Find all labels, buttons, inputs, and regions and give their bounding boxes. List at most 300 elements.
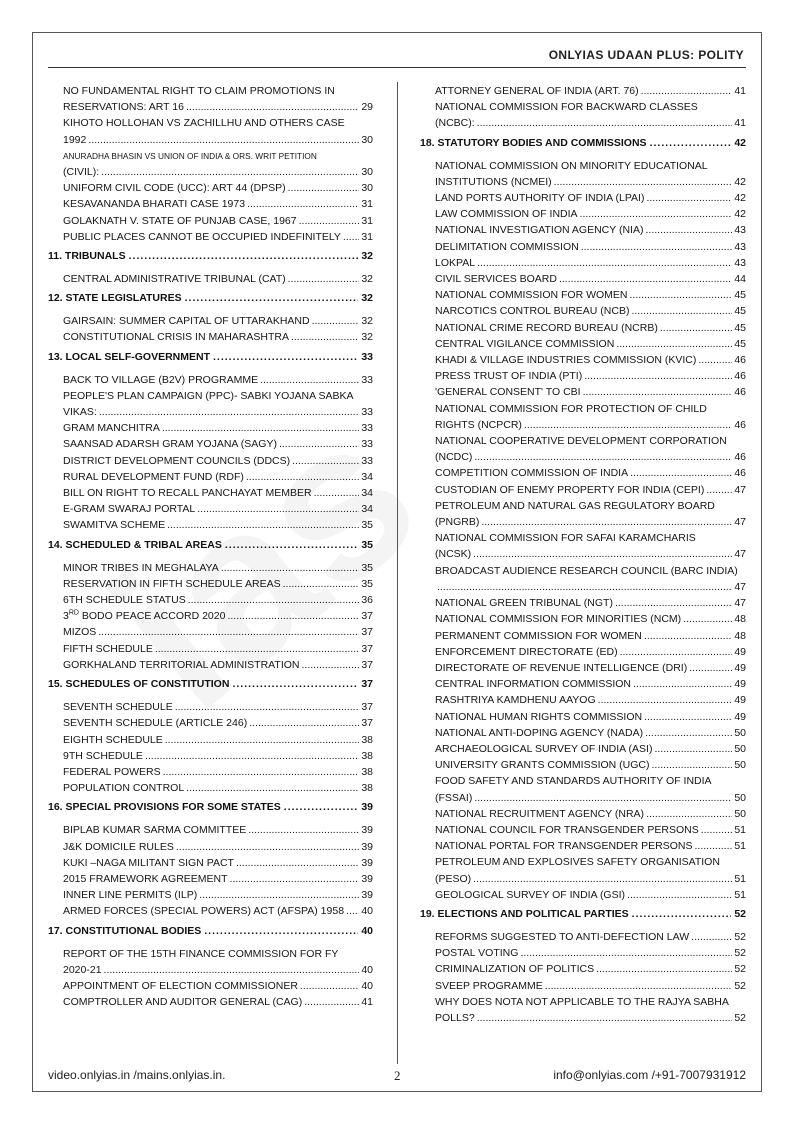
toc-entry-title: CIVIL SERVICES BOARD xyxy=(435,273,557,286)
toc-page-number: 38 xyxy=(361,733,373,746)
toc-page-number: 46 xyxy=(734,467,746,480)
dot-leader xyxy=(260,372,359,388)
toc-page-number: 45 xyxy=(734,305,746,318)
dot-leader xyxy=(232,676,358,692)
toc-entry-title: PETROLEUM AND NATURAL GAS REGULATORY BOARD xyxy=(435,499,715,512)
dot-leader xyxy=(695,838,733,854)
toc-entry-title: INSTITUTIONS (NCMEI) xyxy=(435,175,552,188)
toc-entry[interactable] xyxy=(420,838,746,854)
toc-entry[interactable] xyxy=(420,871,746,887)
toc-entry-title: CUSTODIAN OF ENEMY PROPERTY FOR INDIA (CEPI) xyxy=(435,483,705,496)
toc-entry[interactable] xyxy=(420,465,746,481)
toc-entry[interactable] xyxy=(48,132,373,148)
toc-page-number: 39 xyxy=(361,840,373,853)
column-divider xyxy=(397,82,398,1064)
toc-entry-title: CENTRAL INFORMATION COMMISSION xyxy=(435,678,632,691)
footer-links[interactable]: video.onlyias.in /mains.onlyias.in. xyxy=(48,1068,226,1082)
toc-page-number: 50 xyxy=(734,759,746,772)
toc-entry[interactable] xyxy=(420,725,746,741)
section-title: 14. SCHEDULED & TRIBAL AREAS xyxy=(48,538,222,551)
toc-section-heading[interactable] xyxy=(48,346,373,372)
toc-entry[interactable] xyxy=(48,855,373,871)
toc-page-number: 35 xyxy=(361,577,373,590)
toc-page-number: 43 xyxy=(734,224,746,237)
dot-leader xyxy=(645,725,732,741)
toc-entry[interactable] xyxy=(420,352,746,368)
toc-section-heading[interactable] xyxy=(420,903,746,929)
toc-entry-title: ENFORCEMENT DIRECTORATE (ED) xyxy=(435,645,618,658)
toc-entry-title: CENTRAL VIGILANCE COMMISSION xyxy=(435,337,615,350)
toc-page-number: 52 xyxy=(734,963,746,976)
toc-entry-title: BILL ON RIGHT TO RECALL PANCHAYAT MEMBER xyxy=(63,487,312,500)
toc-entry-title: FEDERAL POWERS xyxy=(63,765,161,778)
dot-leader xyxy=(248,822,359,838)
toc-entry[interactable] xyxy=(420,417,746,433)
toc-entry-title: RASHTRIYA KAMDHENU AAYOG xyxy=(435,694,596,707)
toc-entry[interactable] xyxy=(420,222,746,238)
toc-entry[interactable] xyxy=(48,699,373,715)
toc-section-heading[interactable] xyxy=(48,796,373,822)
toc-entry-title: MIZOS xyxy=(63,626,97,639)
dot-leader xyxy=(204,923,358,939)
toc-entry[interactable] xyxy=(48,99,373,115)
toc-page-number: 37 xyxy=(361,642,373,655)
toc-entry[interactable] xyxy=(420,579,746,595)
toc-page-number: 51 xyxy=(734,840,746,853)
toc-entry[interactable] xyxy=(48,313,373,329)
toc-page-number: 33 xyxy=(361,406,373,419)
toc-page-number: 38 xyxy=(361,765,373,778)
dot-leader xyxy=(175,699,360,715)
footer-contact[interactable]: info@onlyias.com /+91-7007931912 xyxy=(553,1068,746,1082)
toc-entry-title: BROADCAST AUDIENCE RESEARCH COUNCIL (BARC INDIA) xyxy=(435,564,738,577)
dot-leader xyxy=(304,994,359,1010)
toc-entry[interactable] xyxy=(420,303,746,319)
toc-entry[interactable] xyxy=(420,887,746,903)
toc-entry-title: NATIONAL INVESTIGATION AGENCY (NIA) xyxy=(435,224,644,237)
toc-entry-title: (PNGRB) xyxy=(435,516,480,529)
toc-entry[interactable] xyxy=(48,164,373,180)
toc-entry[interactable] xyxy=(48,517,373,533)
toc-entry-title: WHY DOES NOTA NOT APPLICABLE TO THE RAJYA SABHA xyxy=(435,995,729,1008)
toc-entry-title: DISTRICT DEVELOPMENT COUNCILS (DDCS) xyxy=(63,454,291,467)
dot-leader xyxy=(227,608,359,624)
toc-page-number: 39 xyxy=(361,889,373,902)
toc-entry[interactable] xyxy=(420,83,746,99)
toc-entry[interactable] xyxy=(48,962,373,978)
toc-page-number: 29 xyxy=(361,101,373,114)
toc-page-number: 37 xyxy=(361,701,373,714)
dot-leader xyxy=(683,611,732,627)
toc-entry-title: NARCOTICS CONTROL BUREAU (NCB) xyxy=(435,305,630,318)
dot-leader xyxy=(652,757,733,773)
toc-entry[interactable] xyxy=(420,336,746,352)
toc-entry[interactable] xyxy=(48,576,373,592)
dot-leader xyxy=(167,517,359,533)
toc-entry[interactable] xyxy=(48,608,373,624)
toc-entry-title: NATIONAL COUNCIL FOR TRANSGENDER PERSONS xyxy=(435,823,699,836)
toc-entry-title: NATIONAL COMMISSION FOR MINORITIES (NCM) xyxy=(435,613,682,626)
toc-entry[interactable] xyxy=(420,790,746,806)
toc-page-number: 42 xyxy=(734,175,746,188)
toc-entry[interactable] xyxy=(420,660,746,676)
toc-page-number: 39 xyxy=(361,824,373,837)
dot-leader xyxy=(631,303,732,319)
toc-entry[interactable] xyxy=(420,822,746,838)
toc-entry-title: GAIRSAIN: SUMMER CAPITAL OF UTTARAKHAND xyxy=(63,315,310,328)
toc-entry[interactable] xyxy=(420,514,746,530)
dot-leader xyxy=(437,579,732,595)
dot-leader xyxy=(301,657,359,673)
toc-entry[interactable] xyxy=(48,271,373,287)
toc-entry-title: (NCSK) xyxy=(435,548,472,561)
toc-page-number: 38 xyxy=(361,749,373,762)
toc-entry-title: EIGHTH SCHEDULE xyxy=(63,733,163,746)
toc-page-number: 42 xyxy=(734,192,746,205)
toc-page-number: 41 xyxy=(734,117,746,130)
section-page-number: 40 xyxy=(361,924,373,937)
toc-page-number: 31 xyxy=(361,230,373,243)
toc-entry-title: RESERVATIONS: ART 16 xyxy=(63,101,184,114)
toc-entry[interactable] xyxy=(420,384,746,400)
toc-page-number: 34 xyxy=(361,503,373,516)
toc-entry-title: SAANSAD ADARSH GRAM YOJANA (SAGY) xyxy=(63,438,277,451)
toc-page-number: 32 xyxy=(361,331,373,344)
toc-page-number: 41 xyxy=(361,996,373,1009)
toc-entry-title: KESAVANANDA BHARATI CASE 1973 xyxy=(63,198,246,211)
toc-entry[interactable] xyxy=(420,498,746,514)
dot-leader xyxy=(279,436,359,452)
toc-page-number: 48 xyxy=(734,613,746,626)
toc-entry[interactable] xyxy=(48,453,373,469)
toc-entry-title: (NCBC): xyxy=(435,117,475,130)
dot-leader xyxy=(559,271,732,287)
toc-page-number: 46 xyxy=(734,370,746,383)
dot-leader xyxy=(236,855,359,871)
toc-page-number: 47 xyxy=(734,597,746,610)
toc-entry-title: GORKHALAND TERRITORIAL ADMINISTRATION xyxy=(63,658,300,671)
toc-page-number: 45 xyxy=(734,337,746,350)
toc-entry[interactable] xyxy=(48,420,373,436)
toc-entry-title: CRIMINALIZATION OF POLITICS xyxy=(435,963,595,976)
dot-leader xyxy=(292,453,359,469)
toc-entry-title: APPOINTMENT OF ELECTION COMMISSIONER xyxy=(63,979,298,992)
section-title: 19. ELECTIONS AND POLITICAL PARTIES xyxy=(420,907,629,920)
toc-entry[interactable] xyxy=(420,978,746,994)
toc-entry[interactable] xyxy=(48,115,373,131)
toc-entry-title: CONSTITUTIONAL CRISIS IN MAHARASHTRA xyxy=(63,331,289,344)
toc-entry[interactable] xyxy=(420,190,746,206)
toc-page-number: 49 xyxy=(734,694,746,707)
toc-page-number: 35 xyxy=(361,561,373,574)
toc-page-number: 49 xyxy=(734,678,746,691)
toc-entry[interactable] xyxy=(420,692,746,708)
toc-entry-title: 2020-21 xyxy=(63,963,102,976)
section-title: 12. STATE LEGISLATURES xyxy=(48,292,182,305)
toc-page-number: 36 xyxy=(361,594,373,607)
dot-leader xyxy=(185,290,359,306)
toc-entry-title: 6TH SCHEDULE STATUS xyxy=(63,594,186,607)
toc-entry-title: MINOR TRIBES IN MEGHALAYA xyxy=(63,561,219,574)
dot-leader xyxy=(554,174,733,190)
dot-leader xyxy=(477,255,732,271)
dot-leader xyxy=(646,190,732,206)
toc-entry[interactable] xyxy=(420,271,746,287)
dot-leader xyxy=(299,213,360,229)
toc-entry[interactable] xyxy=(48,732,373,748)
toc-entry[interactable] xyxy=(420,595,746,611)
toc-page-number: 40 xyxy=(361,905,373,918)
toc-entry[interactable] xyxy=(420,530,746,546)
toc-entry-title: NATIONAL CRIME RECORD BUREAU (NCRB) xyxy=(435,321,658,334)
toc-entry-title: GEOLOGICAL SURVEY OF INDIA (GSI) xyxy=(435,888,626,901)
toc-entry[interactable] xyxy=(48,871,373,887)
toc-page-number: 52 xyxy=(734,1011,746,1024)
toc-page-number: 40 xyxy=(361,963,373,976)
dot-leader xyxy=(689,660,732,676)
toc-entry[interactable] xyxy=(420,563,746,579)
dot-leader xyxy=(481,514,732,530)
toc-page-number: 50 xyxy=(734,726,746,739)
dot-leader xyxy=(343,229,359,245)
toc-entry[interactable] xyxy=(48,83,373,99)
toc-page-number: 46 xyxy=(734,354,746,367)
toc-entry[interactable] xyxy=(48,657,373,673)
toc-entry[interactable] xyxy=(48,485,373,501)
toc-entry[interactable] xyxy=(48,372,373,388)
dot-leader xyxy=(197,501,359,517)
toc-entry[interactable] xyxy=(420,368,746,384)
dot-leader xyxy=(706,482,732,498)
toc-entry-title: DIRECTORATE OF REVENUE INTELLIGENCE (DRI) xyxy=(435,661,688,674)
toc-page-number: 39 xyxy=(361,872,373,885)
dot-leader xyxy=(186,99,359,115)
toc-entry[interactable] xyxy=(48,501,373,517)
toc-entry-title: UNIFORM CIVIL CODE (UCC): ART 44 (DPSP) xyxy=(63,182,286,195)
toc-entry[interactable] xyxy=(420,773,746,789)
dot-leader xyxy=(545,978,733,994)
toc-entry-title: RESERVATION IN FIFTH SCHEDULE AREAS xyxy=(63,577,281,590)
toc-entry-title: POPULATION CONTROL xyxy=(63,782,185,795)
toc-page-number: 37 xyxy=(361,610,373,623)
toc-entry[interactable] xyxy=(48,946,373,962)
toc-entry-title: VIKAS: xyxy=(63,406,97,419)
toc-entry[interactable] xyxy=(420,482,746,498)
dot-leader xyxy=(225,537,358,553)
toc-entry[interactable] xyxy=(420,709,746,725)
toc-entry[interactable] xyxy=(48,388,373,404)
toc-entry-title: NATIONAL GREEN TRIBUNAL (NGT) xyxy=(435,597,613,610)
toc-entry-title: PEOPLE'S PLAN CAMPAIGN (PPC)- SABKI YOJANA SABKA xyxy=(63,389,354,402)
dot-leader xyxy=(477,115,733,131)
toc-page-number: 51 xyxy=(734,888,746,901)
toc-section-heading[interactable] xyxy=(48,534,373,560)
dot-leader xyxy=(246,469,359,485)
toc-entry[interactable] xyxy=(420,854,746,870)
toc-entry-title: ATTORNEY GENERAL OF INDIA (ART. 76) xyxy=(435,85,639,97)
toc-entry[interactable] xyxy=(48,196,373,212)
toc-entry[interactable] xyxy=(420,676,746,692)
section-title: 11. TRIBUNALS xyxy=(48,250,126,263)
toc-entry[interactable] xyxy=(48,903,373,919)
toc-entry[interactable] xyxy=(420,287,746,303)
toc-entry-title: LAW COMMISSION OF INDIA xyxy=(435,208,578,221)
toc-section-heading[interactable] xyxy=(48,287,373,313)
dot-leader xyxy=(221,560,360,576)
dot-leader xyxy=(581,239,733,255)
toc-entry[interactable] xyxy=(420,115,746,131)
toc-entry[interactable] xyxy=(420,945,746,961)
dot-leader xyxy=(473,871,732,887)
toc-entry-title: FIFTH SCHEDULE xyxy=(63,642,153,655)
dot-leader xyxy=(620,644,733,660)
toc-entry[interactable] xyxy=(48,624,373,640)
dot-leader xyxy=(283,576,360,592)
toc-entry-title: GOLAKNATH V. STATE OF PUNJAB CASE, 1967 xyxy=(63,214,297,227)
toc-entry-title: NATIONAL COOPERATIVE DEVELOPMENT CORPORATION xyxy=(435,435,727,448)
toc-page-number: 39 xyxy=(361,856,373,869)
toc-entry[interactable] xyxy=(48,748,373,764)
dot-leader xyxy=(646,806,732,822)
toc-entry[interactable] xyxy=(420,628,746,644)
toc-page-number: 46 xyxy=(734,451,746,464)
toc-entry-title: ANURADHA BHASIN VS UNION OF INDIA & ORS. WRIT PETITION xyxy=(63,150,317,161)
header-title: ONLYIAS UDAAN PLUS: POLITY xyxy=(548,48,744,62)
toc-page-number: 47 xyxy=(734,548,746,561)
section-page-number: 42 xyxy=(734,136,746,149)
toc-entry-title: REFORMS SUGGESTED TO ANTI-DEFECTION LAW xyxy=(435,930,690,943)
toc-entry[interactable] xyxy=(420,1010,746,1026)
toc-entry[interactable] xyxy=(420,806,746,822)
toc-entry[interactable] xyxy=(48,148,373,164)
dot-leader xyxy=(660,320,732,336)
toc-entry[interactable] xyxy=(48,780,373,796)
dot-leader xyxy=(654,741,732,757)
toc-entry[interactable] xyxy=(48,592,373,608)
toc-entry[interactable] xyxy=(420,239,746,255)
toc-page-number: 47 xyxy=(734,580,746,593)
toc-entry[interactable] xyxy=(420,611,746,627)
toc-entry[interactable] xyxy=(48,994,373,1010)
toc-section-heading[interactable] xyxy=(48,673,373,699)
dot-leader xyxy=(288,271,360,287)
page-header xyxy=(48,48,746,68)
toc-entry[interactable] xyxy=(48,560,373,576)
toc-page-number: 32 xyxy=(361,315,373,328)
section-title: 17. CONSTITUTIONAL BODIES xyxy=(48,924,202,937)
toc-entry[interactable] xyxy=(48,180,373,196)
toc-page-number: 34 xyxy=(361,487,373,500)
toc-entry-title: COMPETITION COMMISSION OF INDIA xyxy=(435,467,629,480)
toc-entry-title: LAND PORTS AUTHORITY OF INDIA (LPAI) xyxy=(435,192,645,205)
toc-entry[interactable] xyxy=(420,994,746,1010)
toc-entry[interactable] xyxy=(420,961,746,977)
toc-entry-title: BACK TO VILLAGE (B2V) PROGRAMME xyxy=(63,373,259,386)
dot-leader xyxy=(632,906,732,922)
toc-entry[interactable] xyxy=(48,229,373,245)
toc-entry[interactable] xyxy=(420,929,746,945)
toc-section-heading[interactable] xyxy=(420,132,746,158)
toc-entry[interactable] xyxy=(48,436,373,452)
toc-entry[interactable] xyxy=(420,255,746,271)
toc-section-heading[interactable] xyxy=(48,245,373,271)
toc-entry[interactable] xyxy=(48,641,373,657)
toc-page-number: 52 xyxy=(734,979,746,992)
toc-page-number: 35 xyxy=(361,519,373,532)
toc-entry[interactable] xyxy=(48,213,373,229)
toc-entry-title: J&K DOMICILE RULES xyxy=(63,840,174,853)
toc-entry-title: NATIONAL HUMAN RIGHTS COMMISSION xyxy=(435,710,643,723)
dot-leader xyxy=(627,887,732,903)
dot-leader xyxy=(650,135,732,151)
page-number: 2 xyxy=(394,1068,401,1083)
toc-page-number: 30 xyxy=(361,166,373,179)
toc-entry[interactable] xyxy=(48,978,373,994)
toc-entry[interactable] xyxy=(48,887,373,903)
toc-entry[interactable] xyxy=(420,757,746,773)
toc-entry-title: PERMANENT COMMISSION FOR WOMEN xyxy=(435,629,642,642)
toc-page-number: 47 xyxy=(734,483,746,496)
toc-entry[interactable] xyxy=(48,469,373,485)
toc-section-heading[interactable] xyxy=(48,920,373,946)
dot-leader xyxy=(188,592,360,608)
toc-entry[interactable] xyxy=(48,822,373,838)
toc-entry[interactable] xyxy=(420,644,746,660)
section-page-number: 35 xyxy=(361,538,373,551)
dot-leader xyxy=(145,748,359,764)
toc-entry[interactable] xyxy=(420,158,746,174)
toc-entry-title: (PESO) xyxy=(435,872,472,885)
toc-page-number: 32 xyxy=(361,273,373,286)
toc-entry[interactable] xyxy=(420,320,746,336)
toc-page-number: 45 xyxy=(734,321,746,334)
toc-page-number: 33 xyxy=(361,438,373,451)
toc-entry[interactable] xyxy=(48,715,373,731)
dot-leader xyxy=(474,449,732,465)
toc-page-number: 52 xyxy=(734,930,746,943)
toc-entry[interactable] xyxy=(420,206,746,222)
toc-entry[interactable] xyxy=(48,404,373,420)
toc-page-number: 50 xyxy=(734,791,746,804)
dot-leader xyxy=(284,799,359,815)
toc-page-number: 47 xyxy=(734,516,746,529)
toc-entry-title: NO FUNDAMENTAL RIGHT TO CLAIM PROMOTIONS IN xyxy=(63,85,335,97)
toc-entry[interactable] xyxy=(48,764,373,780)
toc-entry[interactable] xyxy=(420,174,746,190)
toc-entry[interactable] xyxy=(420,546,746,562)
toc-page-number: 51 xyxy=(734,823,746,836)
toc-page-number: 41 xyxy=(734,85,746,97)
toc-entry[interactable] xyxy=(48,839,373,855)
toc-entry[interactable] xyxy=(420,741,746,757)
toc-entry-title: SEVENTH SCHEDULE xyxy=(63,701,173,714)
toc-entry[interactable] xyxy=(420,449,746,465)
toc-page-number: 50 xyxy=(734,742,746,755)
toc-entry[interactable] xyxy=(420,99,746,115)
toc-entry[interactable] xyxy=(48,329,373,345)
toc-entry-title: UNIVERSITY GRANTS COMMISSION (UGC) xyxy=(435,759,650,772)
dot-leader xyxy=(691,929,732,945)
toc-page-number: 31 xyxy=(361,214,373,227)
dot-leader xyxy=(630,465,732,481)
toc-entry[interactable] xyxy=(420,401,746,417)
toc-entry[interactable] xyxy=(420,433,746,449)
dot-leader xyxy=(176,839,359,855)
toc-entry-title: PETROLEUM AND EXPLOSIVES SAFETY ORGANISATION xyxy=(435,856,720,869)
dot-leader xyxy=(249,715,359,731)
section-page-number: 37 xyxy=(361,678,373,691)
dot-leader xyxy=(199,887,359,903)
